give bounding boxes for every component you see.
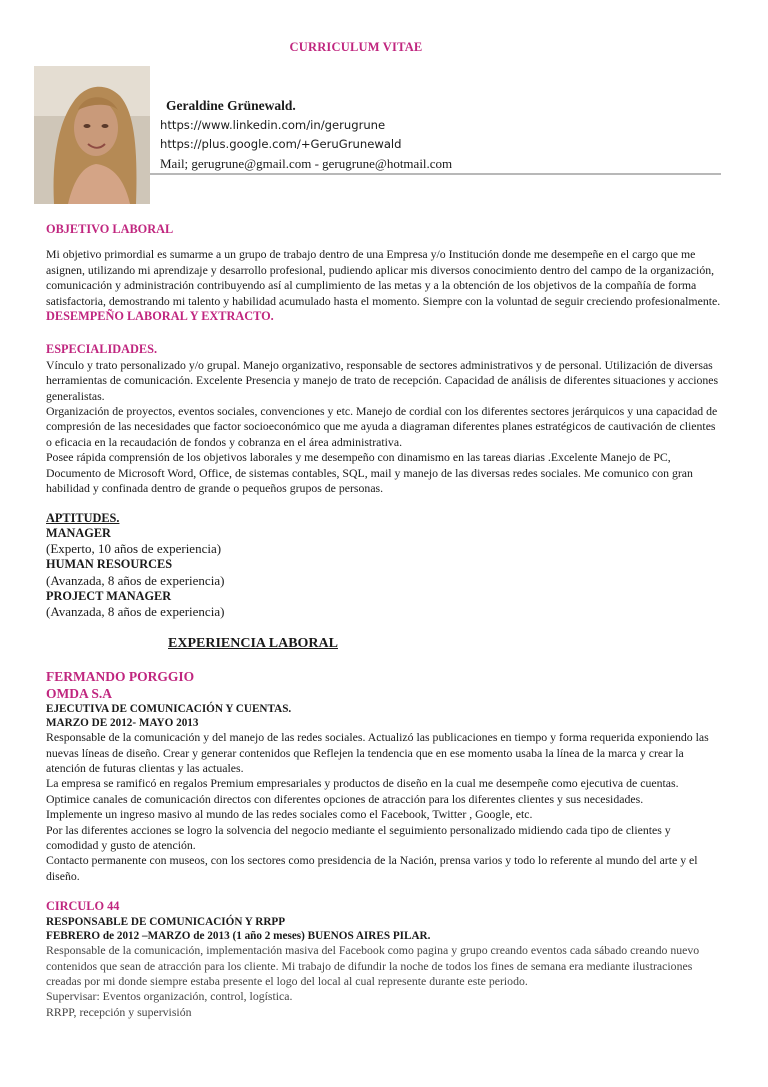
job2-dates: FEBRERO de 2012 –MARZO de 2013 (1 año 2 meses) BUENOS AIRES PILAR. [46,930,431,943]
job2-p3: RRPP, recepción y supervisión [46,1004,192,1019]
especialidades-heading: ESPECIALIDADES. [46,342,158,357]
portrait-image [34,66,150,204]
profile-photo [34,66,150,204]
aptitude-detail: (Avanzada, 8 años de experiencia) [46,572,225,588]
job1-p1: Responsable de la comunicación y del manejo de las redes sociales. Actualizó las publicaciones en tiempo y forma requerida exponiendo las nuevas líneas de diseño. Crear y generar contenidos que Reflejen la tendencia que en ese momento usaba la línea de la marca y crear la atención de futuras clientas y las actuales. [46,730,709,775]
aptitude-detail: (Experto, 10 años de experiencia) [46,541,222,557]
aptitudes-heading: APTITUDES. [46,510,120,525]
aptitude-title: MANAGER [46,525,111,540]
linkedin-link[interactable]: https://www.linkedin.com/in/gerugrune [160,118,386,132]
especialidades-p3: Posee rápida comprensión de los objetivos laborales y me desempeño con dinamismo en las tareas diarias .Excelente Manejo de PC, Documento de Microsoft Word, Office, de sistemas contables, SQL, mail y manejo de las diversas redes sociales. Me comunico con gran habilidad y confinada dentro de grande o pequeños grupos de personas. [46,450,693,496]
job2-company: CIRCULO 44 [46,899,120,914]
especialidades-p2: Organización de proyectos, eventos sociales, convenciones y etc. Manejo de cordial con los diferentes sectores jerárquicos y una capacidad de compresión de las necesidades que factor socioeconómico que me ayuda a diagraman diferentes planes estratégicos de cautivación de clientes o eficacia en la recaudación de fondos y cobranza en el área administrativa. [46,404,718,449]
job1-role: EJECUTIVA DE COMUNICACIÓN Y CUENTAS. [46,703,292,716]
job1-company-2: OMDA S.A [46,686,113,702]
contact-header [160,96,452,174]
desempeno-heading: DESEMPEÑO LABORAL Y EXTRACTO. [46,309,274,324]
objetivo-heading: OBJETIVO LABORAL [46,222,174,236]
google-plus-link[interactable]: https://plus.google.com/+GeruGrunewald [160,137,402,151]
job1-dates: MARZO DE 2012- MAYO 2013 [46,717,199,730]
job1-p4: Implemente un ingreso masivo al mundo de las redes sociales como el Facebook, Twitter , Google, etc. [46,807,533,822]
job1-company: FERMANDO PORGGIO [46,669,195,685]
job2-p2: Supervisar: Eventos organización, control, logística. [46,989,293,1004]
document-title: CURRICULUM VITAE [289,40,423,54]
email-line: Mail; gerugrune@gmail.com - gerugrune@hotmail.com [160,156,453,171]
job2-p1: Responsable de la comunicación, implementación masiva del Facebook como pagina y grupo creando eventos cada sábado creando nuevo contenidos que sean de atracción para los cliente. Mi trabajo de difundir la noche de todos los fines de semana era mediante ilustraciones creadas por mi donde siempre estaba presente el logo del local al cual represente durante este periodo. [46,943,700,988]
aptitude-detail: (Avanzada, 8 años de experiencia) [46,604,225,620]
job2-role: RESPONSABLE DE COMUNICACIÓN Y RRPP [46,916,286,929]
job1-p6: Contacto permanente con museos, con los sectores como presidencia de la Nación, prensa varios y todo lo referente al mundo del arte y el diseño. [46,853,698,883]
header-divider [150,173,721,175]
job1-p3: Optimice canales de comunicación directos con diferentes opciones de atracción para los diferentes clientes y sus necesidades. [46,791,644,806]
aptitude-title: HUMAN RESOURCES [46,557,173,572]
person-name: Geraldine Grünewald. [166,98,296,113]
job1-p2: La empresa se ramificó en regalos Premium empresariales y productos de diseño en la cual me desempeñe como ejecutiva de cuentas. [46,776,679,791]
especialidades-p1: Vínculo y trato personalizado y/o grupal. Manejo organizativo, responsable de sectores administrativos y de personal. Utilización de diversas herramientas de comunicación. Excelente Presencia y manejo de trato de recepción. Capacidad de análisis de diferentes situaciones y acciones generalistas. [46,357,719,403]
cv-body [46,222,722,1020]
aptitude-title: PROJECT MANAGER [46,588,172,603]
experiencia-heading: EXPERIENCIA LABORAL [168,636,338,652]
job1-p5: Por las diferentes acciones se logro la solvencia del negocio mediante el seguimiento personalizado midiendo cada tipo de clientes y comodidad y gusto de atención. [46,822,671,852]
objetivo-text: Mi objetivo primordial es sumarme a un grupo de trabajo dentro de una Empresa y/o Institución donde me desempeñe en el cargo que me asignen, utilizando mi aprendizaje y desarrollo profesional, pudiendo aplicar mis diversos conocimiento dentro del campo de la organización, comunicación y administración contribuyendo así al cumplimiento de las metas y a la obtención de los objetivos de la compañía de forma satisfactoria, demostrando mi talento y habilidad acumulado hasta el momento. Siempre con la voluntad de seguir creciendo profesionalmente. [46,247,721,308]
